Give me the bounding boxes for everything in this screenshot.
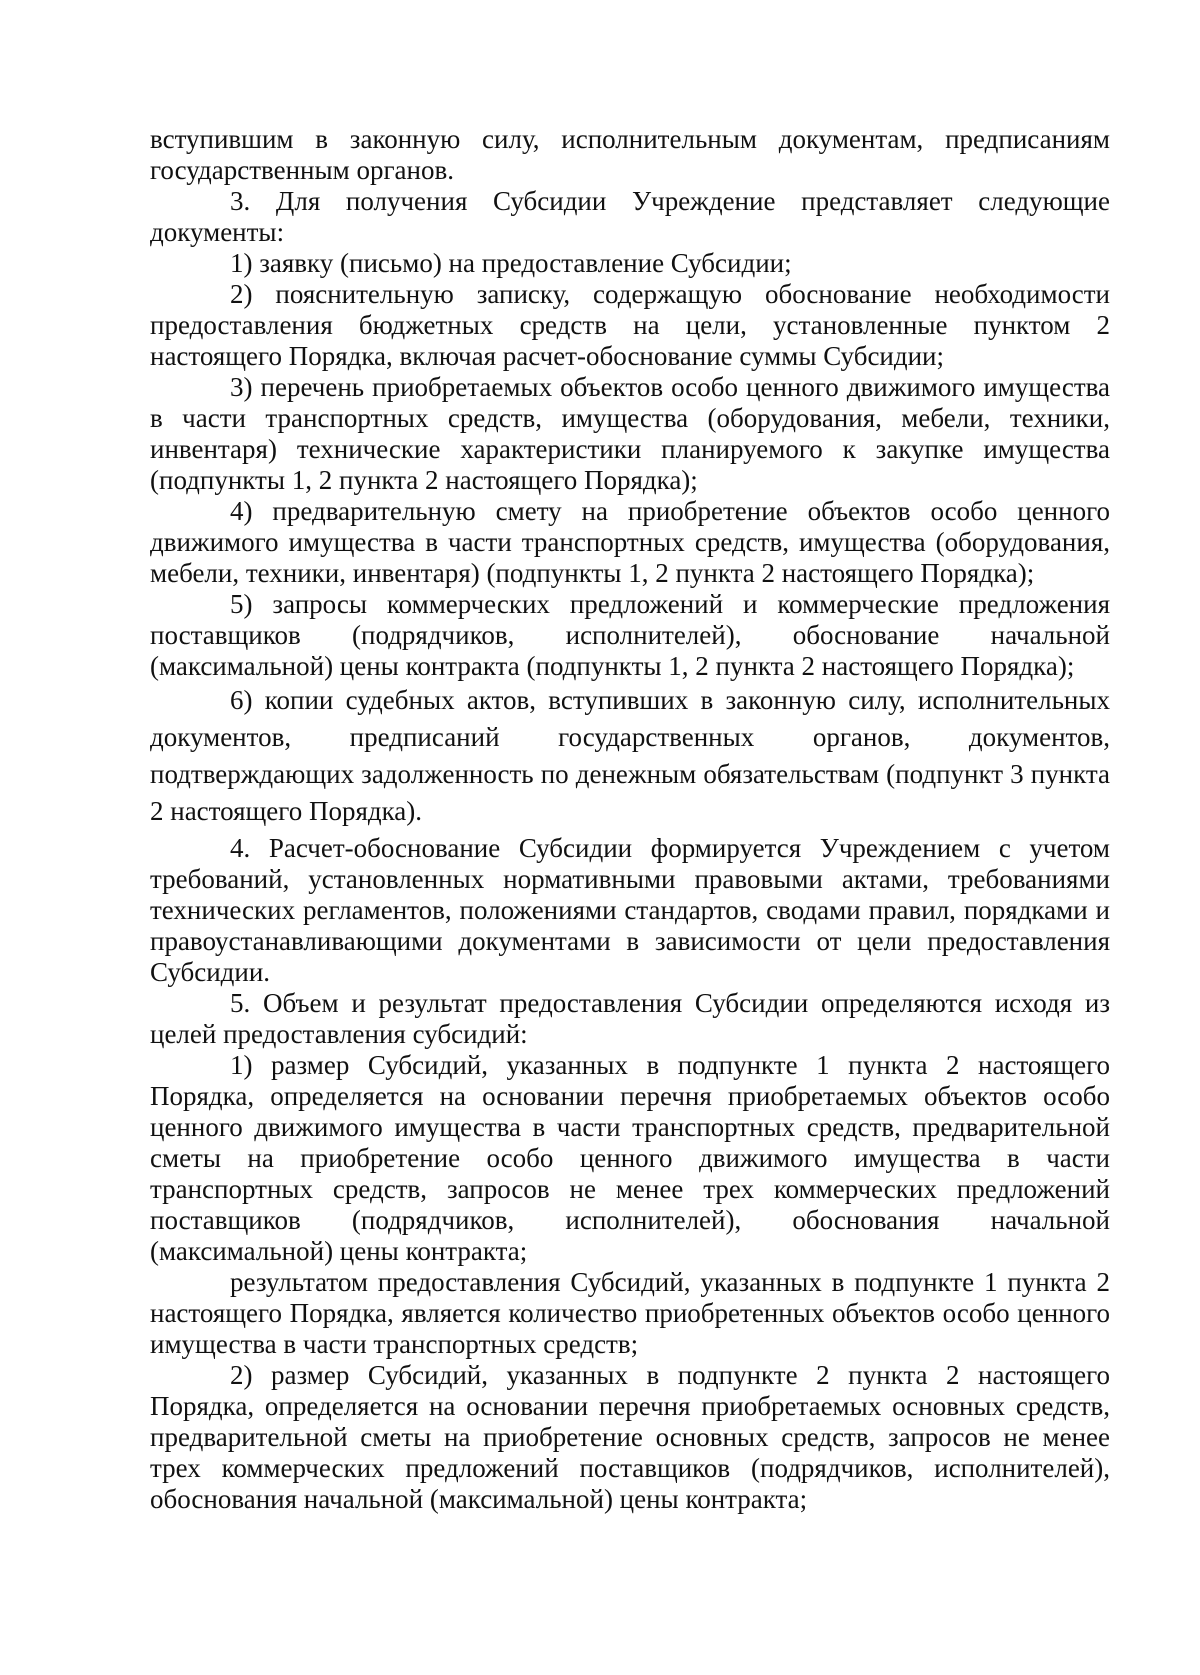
list-item-5-1-result: результатом предоставления Субсидий, указанных в подпункте 1 пункта 2 настоящего Порядка, является количество приобретенных объектов особо ценного имущества в части транспортных средств; bbox=[150, 1267, 1110, 1359]
list-item-3-3: 3) перечень приобретаемых объектов особо ценного движимого имущества в части транспортных средств, имущества (оборудования, мебели, техники, инвентаря) технические характеристики планируемого к закупке имущества (подпункты 1, 2 пункта 2 настоящего Порядка); bbox=[150, 372, 1110, 495]
list-item-5-2: 2) размер Субсидий, указанных в подпункте 2 пункта 2 настоящего Порядка, определяется на основании перечня приобретаемых основных средств, предварительной сметы на приобретение основных средств, запросов не менее трех коммерческих предложений поставщиков (подрядчиков, исполнителей), обоснования начальной (максимальной) цены контракта; bbox=[150, 1360, 1110, 1514]
list-item-5-1: 1) размер Субсидий, указанных в подпункте 1 пункта 2 настоящего Порядка, определяется на основании перечня приобретаемых объектов особо ценного движимого имущества в части транспортных средств, предварительной сметы на приобретение особо ценного движимого имущества в части транспортных средств, запросов не менее трех коммерческих предложений поставщиков (подрядчиков, исполнителей), обоснования начальной (максимальной) цены контракта; bbox=[150, 1050, 1110, 1266]
paragraph-item-3: 3. Для получения Субсидии Учреждение представляет следующие документы: bbox=[150, 186, 1110, 247]
list-item-3-6: 6) копии судебных актов, вступивших в законную силу, исполнительных документов, предписаний государственных органов, документов, подтверждающих задолженность по денежным обязательствам (подпункт 3 пункта 2 настоящего Порядка). bbox=[150, 685, 1110, 826]
paragraph-continuation: вступившим в законную силу, исполнительным документам, предписаниям государственным органов. bbox=[150, 124, 1110, 185]
list-item-3-4: 4) предварительную смету на приобретение объектов особо ценного движимого имущества в части транспортных средств, имущества (оборудования, мебели, техники, инвентаря) (подпункты 1, 2 пункта 2 настоящего Порядка); bbox=[150, 496, 1110, 588]
list-item-3-5: 5) запросы коммерческих предложений и коммерческие предложения поставщиков (подрядчиков, исполнителей), обоснование начальной (максимальной) цены контракта (подпункты 1, 2 пункта 2 настоящего Порядка); bbox=[150, 589, 1110, 681]
paragraph-item-4: 4. Расчет-обоснование Субсидии формируется Учреждением с учетом требований, установленных нормативными правовыми актами, требованиями технических регламентов, положениями стандартов, сводами правил, порядками и правоустанавливающими документами в зависимости от цели предоставления Субсидии. bbox=[150, 833, 1110, 987]
list-item-3-1: 1) заявку (письмо) на предоставление Субсидии; bbox=[230, 248, 792, 278]
document-page bbox=[150, 124, 1110, 1515]
paragraph-item-5: 5. Объем и результат предоставления Субсидии определяются исходя из целей предоставления субсидий: bbox=[150, 988, 1110, 1049]
list-item-3-2: 2) пояснительную записку, содержащую обоснование необходимости предоставления бюджетных средств на цели, установленные пунктом 2 настоящего Порядка, включая расчет-обоснование суммы Субсидии; bbox=[150, 279, 1110, 371]
